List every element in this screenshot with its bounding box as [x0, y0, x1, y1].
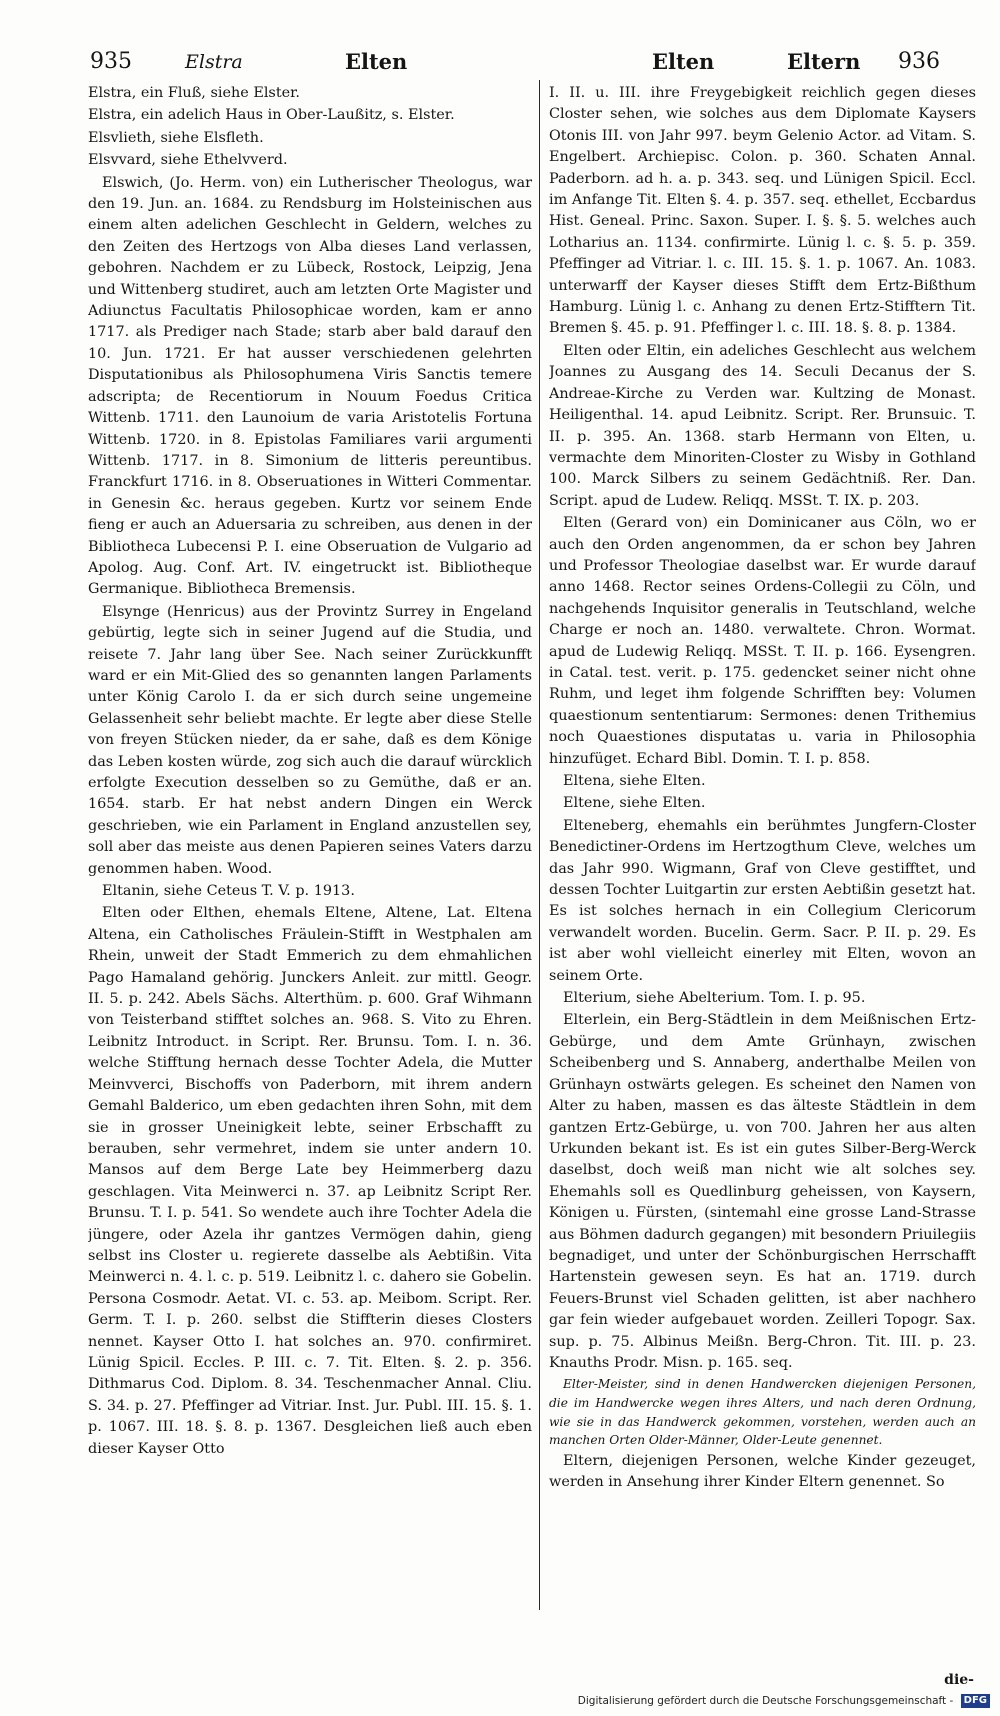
entry-eltene: Eltene, siehe Elten.	[563, 795, 706, 812]
entry-eltanin: Eltanin, siehe Ceteus T. V. p. 1913.	[102, 883, 355, 900]
entry-elten-continued: I. II. u. III. ihre Freygebigkeit reichlich gegen dieses Closter sehen, wie solches aus dem Diplomate Kaysers Otonis III. von Jahr 997. beym Gelenio Actor. ad Vitam. S. Engelbert. Archiepisc. Colon. p. 360. Schaten Annal. Paderborn. ad h. a. p. 343. seq. und Lünigen Spicil. Eccl. im Anfange Tit. Elten §. 4. p. 357. seq. ethellet, Eccbardus Hist. Geneal. Princ. Saxon. Super. I. §. §. 5. welches auch Lotharius an. 1134. confirmirte. Lünig l. c. §. 5. p. 359. Pfeffinger ad Vitriar. l. c. III. 15. §. 1. p. 1067. An. 1083. unterwarff der Kayser dieses Stifft dem Ertz-Bißthum Hamburg. Lünig l. c. Anhang zu denen Ertz-Stifftern Tit. Bremen §. 45. p. 91. Pfeffinger l. c. III. 18. §. 8. p. 1384.	[549, 85, 976, 337]
entry-elstra-fluss: Elstra, ein Fluß, siehe Elster.	[88, 85, 300, 101]
entry-elsvvard: Elsvvard, siehe Ethelvverd.	[88, 152, 288, 169]
entry-elsynge: Elsynge (Henricus) aus der Provintz Surrey in Engeland gebürtig, legte sich in seiner Jugend auf die Studia, und reisete 7. Jahr lang über See. Nach seiner Zurückkunfft ward er ein Mit-Glied des so genannten langen Parlaments unter König Carolo I. da er sich durch seine ungemeine Gelassenheit sehr beliebt machte. Er legte aber diese Stelle von freyen Stücken nieder, da er sahe, daß es dem Könige das Leben kosten würde, zog sich auch die darauf würcklich erfolgte Execution desselben so zu Gemüthe, daß er an. 1654. starb. Er hat nebst andern Dingen ein Werck geschrieben, wie ein Parlament in England anzustellen sey, soll aber das meiste aus denen Papieren seines Vaters darzu genommen haben. Wood.	[88, 603, 532, 877]
catchword: die-	[944, 1672, 974, 1688]
entry-elten-gerard: Elten (Gerard von) ein Dominicaner aus Cöln, wo er auch den Orden angenommen, da er schon bey Jahren und Professor Theologiae daselbst war. Er wurde darauf anno 1468. Rector seines Ordens-Collegii zu Cöln, und nachgehends Inquisitor generalis in Teutschland, welche Charge er noch an. 1480. verwaltete. Chron. Wormat. apud de Ludewig Reliqq. MSSt. T. II. p. 166. Eysengren. in Catal. test. verit. p. 175. gedencket seiner nicht ohne Ruhm, und leget ihm folgende Schrifften bey: Volumen quaestionum sententiarum: Sermones: denen Trithemius noch Quaestiones disputatas u. varia in Philosophia hinzufüget. Echard Bibl. Domin. T. I. p. 858.	[549, 515, 976, 767]
entry-elter-meister: Elter-Meister, sind in denen Handwercken diejenigen Personen, die im Handwercke wegen ihres Alters, und nach deren Ordnung, wie sie in das Handwerck gekommen, vorstehen, werden auch an manchen Orten Older-Männer, Older-Leute genennet.	[549, 1377, 976, 1448]
left-column	[88, 83, 532, 1613]
running-headword-3: Elten	[652, 49, 715, 74]
entry-eltern: Eltern, diejenigen Personen, welche Kinder gezeuget, werden in Ansehung ihrer Kinder Eltern genennet. So	[549, 1452, 976, 1491]
page-header	[90, 48, 940, 76]
entry-elten-geschlecht: Elten oder Eltin, ein adeliches Geschlecht aus welchem Joannes zu Ausgang des 14. Seculi Decanus der S. Andreae-Kirche zu Verden war. Kultzing de Monast. Heiligenthal. 14. apud Leibnitz. Script. Rer. Brunsuic. T. II. p. 395. An. 1368. starb Hermann von Elten, u. vermachte dem Minoriten-Closter zu Wisby in Gothland 100. Marck Silbers zu seinem Gedächtniß. Rer. Dan. Script. apud de Ludew. Reliqq. MSSt. T. IX. p. 203.	[549, 342, 976, 509]
entry-elswich: Elswich, (Jo. Herm. von) ein Lutherischer Theologus, war den 19. Jun. an. 1684. zu Rendsburg im Holsteinischen aus einem alten adelichen Geschlecht in Geldern, welches zu den Zeiten des Hertzogs von Alba dieses Land verlassen, gebohren. Nachdem er zu Lübeck, Rostock, Leipzig, Jena und Wittenberg studiret, auch am letzten Orte Magister und Adiunctus Facultatis Philosophicae worden, kam er anno 1717. als Prediger nach Stade; starb aber bald darauf den 10. Jun. 1721. Er hat ausser verschiedenen gelehrten Disputationibus als Philosophumena Viris Sanctis temere adscripta; de Recentiorum in Nouum Foedus Critica Wittenb. 1711. den Launoium de varia Aristotelis Fortuna Wittenb. 1720. in 8. Epistolas Familiares varii argumenti Wittenb. 1717. in 8. Simonium de litteris pereuntibus. Franckfurt 1716. in 8. Obseruationes in Witteri Commentar. in Genesin &c. heraus gegeben. Kurtz vor seinem Ende fieng er auch an Aduersaria zu schreiben, aus denen in der Bibliotheca Lubecensi P. I. eine Obseruation de Vulgario ad Apolog. Aug. Conf. Art. IV. eingetruckt ist. Bibliotheque Germanique. Bibliotheca Bremensis.	[88, 174, 532, 598]
entry-elten-stift: Elten oder Elthen, ehemals Eltene, Altene, Lat. Eltena Altena, ein Catholisches Fräulein-Stifft in Westphalen am Rhein, unweit der Stadt Emmerich zu dem ehmahlichen Pago Hamaland gehörig. Junckers Anleit. zur mittl. Geogr. II. 5. p. 242. Abels Sächs. Alterthüm. p. 600. Graf Wihmann von Teisterband stifftet solches an. 968. S. Vito zu Ehren. Leibnitz Introduct. in Script. Rer. Brunsu. Tom. I. n. 36. welche Stifftung hernach desse Tochter Adela, die Mutter Meinvverci, Bischoffs von Paderborn, mit ihrem andern Gemahl Balderico, um eben gedachten ihren Sohn, mit dem sie in grosser Uneinigkeit lebte, seiner Erbschafft zu berauben, sehr vermehret, indem sie unter andern 10. Mansos auf dem Berge Late bey Heimmerberg dazu geschlagen. Vita Meinwerci n. 37. ap Leibnitz Script Rer. Brunsu. T. I. p. 541. So wendete auch ihre Tochter Adela die jüngere, oder Azela ihr gantzes Vermögen dahin, gieng selbst ins Closter u. regierete dasselbe als Aebtißin. Vita Meinwerci n. 4. l. c. p. 519. Leibnitz l. c. dahero sie Gobelin. Persona Cosmodr. Aetat. VI. c. 53. ap. Meibom. Script. Rer. Germ. T. I. p. 260. selbst die Stiffterin dieses Closters nennet. Kayser Otto I. hat solches an. 970. confirmiret. Lünig Spicil. Eccles. P. III. c. 7. Tit. Elten. §. 2. p. 356. Dithmarus Cod. Diplom. 8. 34. Teschenmacher Annal. Cliu. S. 34. p. 27. Pfeffinger ad Vitriar. Inst. Jur. Publ. III. 15. §. 1. p. 1067. III. 18. §. 8. p. 1367. Desgleichen ließ auch eben dieser Kayser Otto	[88, 905, 532, 1457]
right-column	[549, 83, 976, 1653]
credit-text: Digitalisierung gefördert durch die Deutsche Forschungsgemeinschaft -	[577, 1695, 954, 1707]
entry-elsvlieth: Elsvlieth, siehe Elsfleth.	[88, 129, 264, 146]
digitization-credit	[578, 1692, 990, 1710]
running-headword-4: Eltern	[787, 49, 861, 74]
dfg-logo: DFG	[961, 1694, 990, 1708]
entry-elterium: Elterium, siehe Abelterium. Tom. I. p. 95.	[563, 990, 866, 1007]
page-number-right: 936	[898, 49, 940, 74]
entry-elteneberg: Elteneberg, ehemahls ein berühmtes Jungfern-Closter Benedictiner-Ordens im Hertzogthum Cleve, welches um das Jahr 990. Wigmann, Graf von Cleve gestifftet, und dessen Tochter Luitgartin zur ersten Aebtißin gesetzt hat. Es ist solches hernach in ein Collegium Clericorum verwandelt worden. Bucelin. Germ. Sacr. P. II. p. 29. Es ist aber wohl vielleicht einerley mit Elten, wovon an seinem Orte.	[549, 817, 976, 984]
running-headword-2: Elten	[345, 49, 408, 74]
entry-elterlein: Elterlein, ein Berg-Städtlein in dem Meißnischen Ertz-Gebürge, und dem Amte Grünhayn, zwischen Scheibenberg und S. Annaberg, anderthalbe Meilen von Grünhayn ostwärts gelegen. Es scheinet den Namen von Alter zu haben, massen es das älteste Städtlein in dem gantzen Ertz-Gebürge, u. von 700. Jahren her aus alten Urkunden bekant ist. Es ist ein gutes Silber-Berg-Werck daselbst, doch weiß man nicht wie alt solches sey. Ehemahls soll es Quedlinburg geheissen, von Kaysern, Königen u. Fürsten, (sintemahl eine grosse Land-Strasse aus Böhmen dadurch gegangen) mit besondern Priuilegiis begnadiget, und unter der Schönburgischen Herrschafft Hartenstein gewesen seyn. Es hat an. 1719. durch Feuers-Brunst viel Schaden gelitten, ist aber nachhero gar fein wieder aufgebauet worden. Zeilleri Topogr. Sax. sup. p. 75. Albinus Meißn. Berg-Chron. Tit. III. p. 23. Knauths Prodr. Misn. p. 165. seq.	[549, 1012, 976, 1371]
page-number-left: 935	[90, 49, 132, 74]
column-divider	[539, 80, 540, 1610]
running-headword-1: Elstra	[185, 51, 243, 73]
entry-elstra-haus: Elstra, ein adelich Haus in Ober-Laußitz, s. Elster.	[88, 107, 455, 124]
entry-eltena: Eltena, siehe Elten.	[563, 773, 706, 789]
